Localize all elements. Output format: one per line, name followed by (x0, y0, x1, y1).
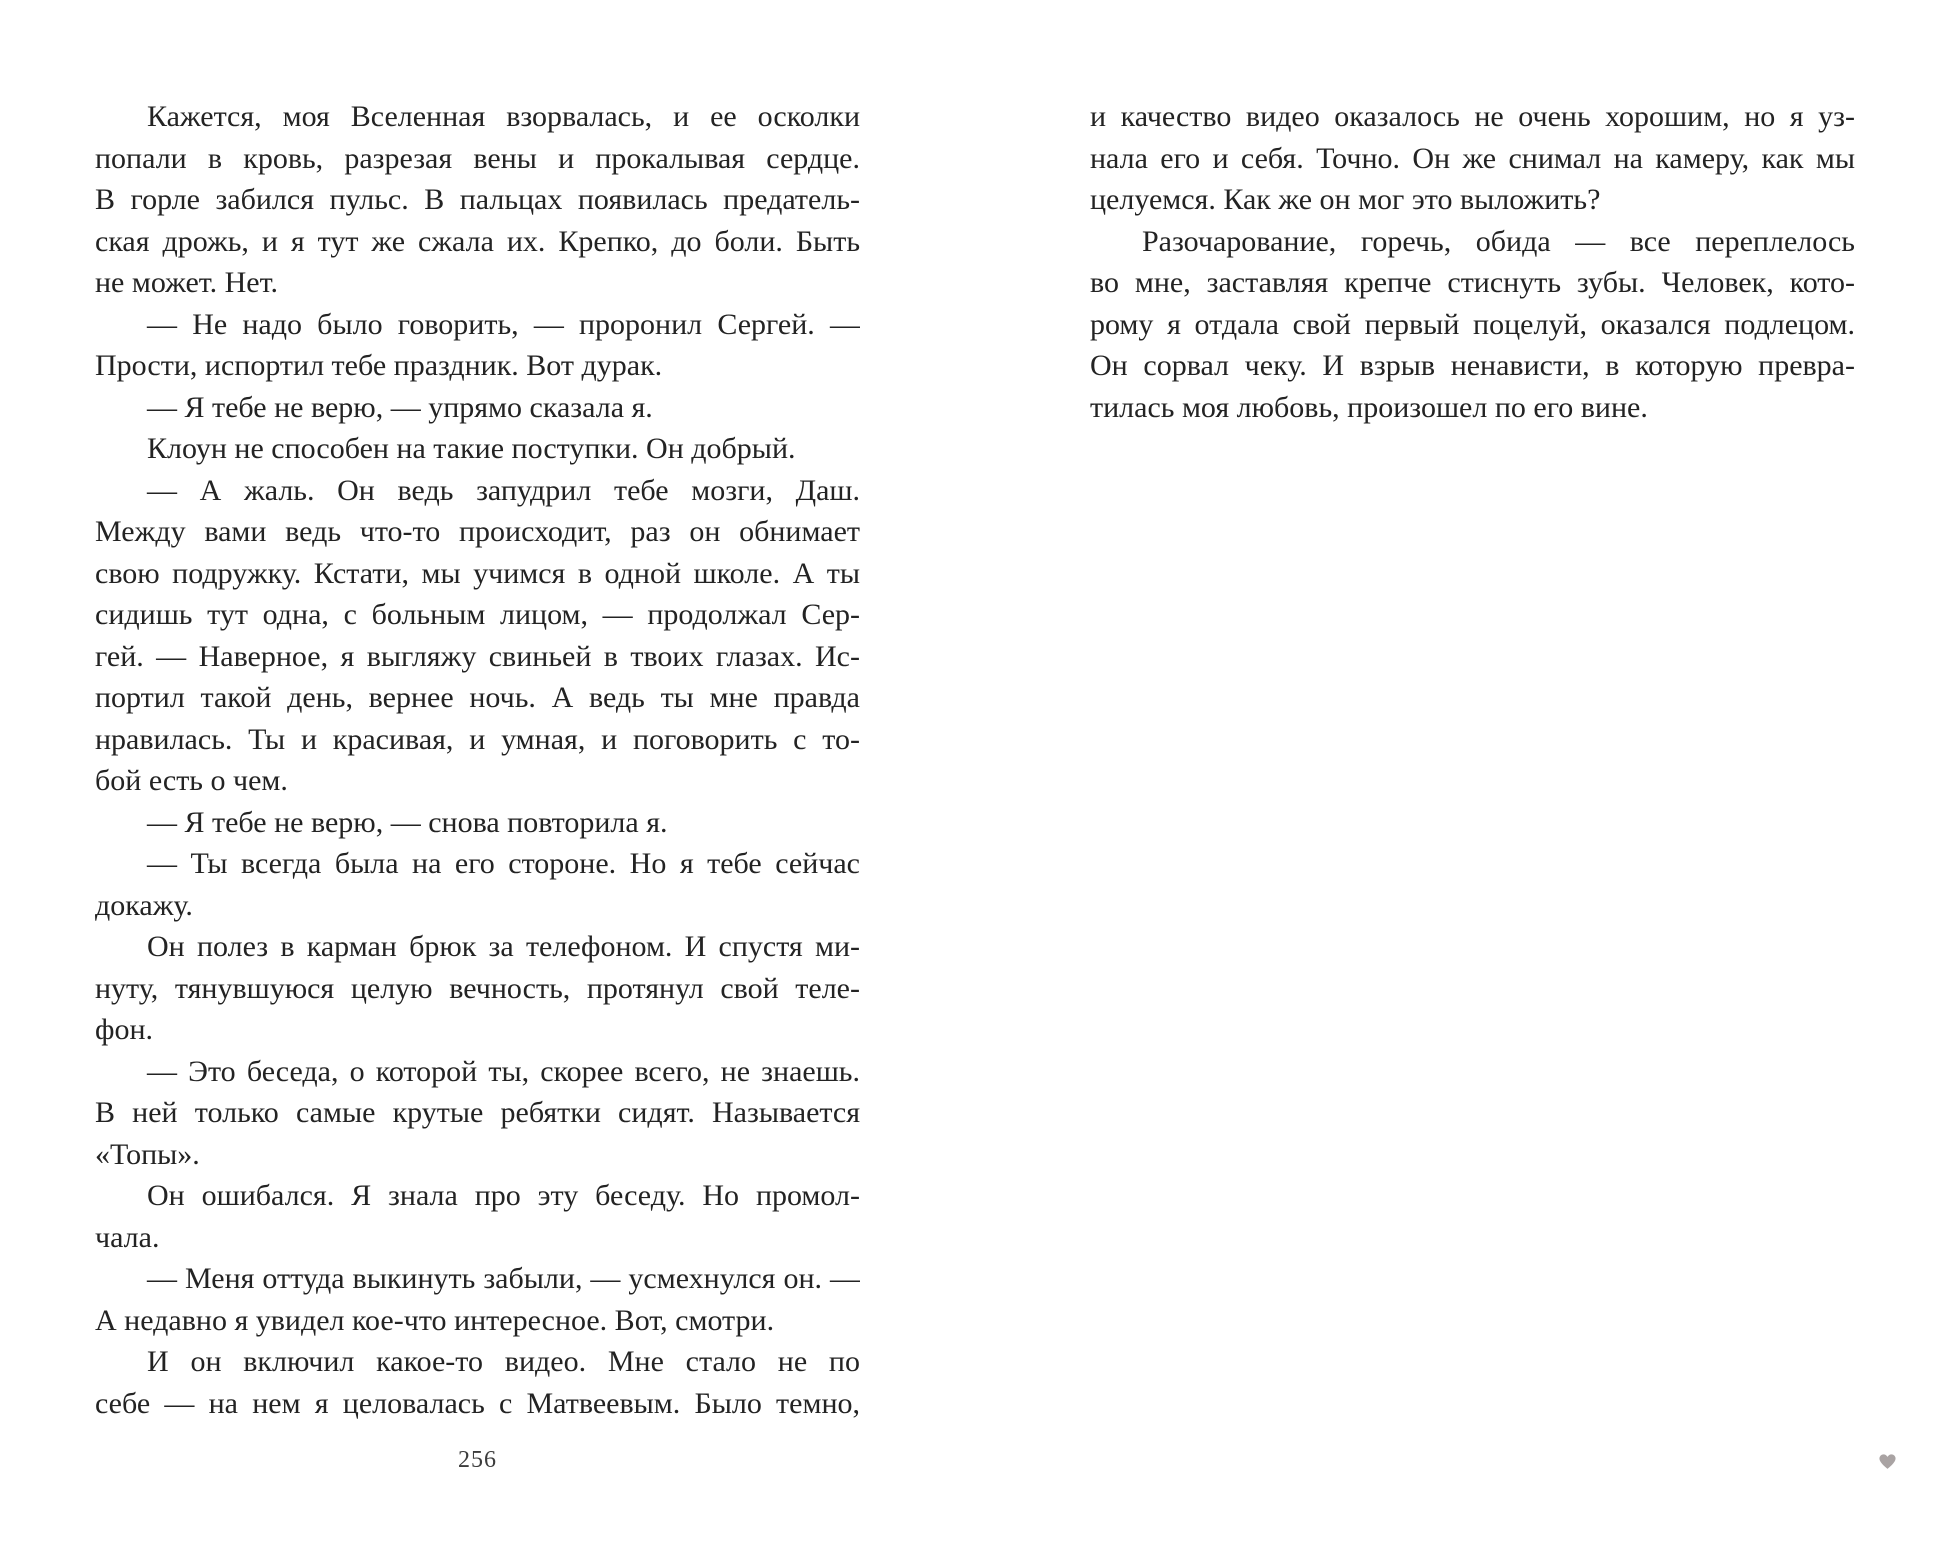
heart-icon (1877, 1451, 1898, 1470)
text-line: — Не надо было говорить, — проронил Сергей. — (147, 307, 860, 341)
text-line: портил такой день, вернее ночь. А ведь ты мне правда (95, 681, 860, 714)
text-line: ская дрожь, и я тут же сжала их. Крепко, до боли. Быть (95, 224, 860, 258)
text-line: нравилась. Ты и красивая, и умная, и поговорить с то- (95, 722, 860, 756)
text-line: гей. — Наверное, я выгляжу свиньей в твоих глазах. Ис- (95, 639, 860, 673)
favorite-heart-button[interactable] (1874, 1447, 1900, 1473)
text-line: чала. (95, 1220, 160, 1254)
text-line: Клоун не способен на такие поступки. Он добрый. (147, 432, 796, 465)
text-line: Кажется, моя Вселенная взорвалась, и ее осколки (147, 100, 860, 133)
text-line: Разочарование, горечь, обида — все переплелось (1142, 224, 1855, 258)
text-line: А недавно я увидел кое-что интересное. Вот, смотри. (95, 1303, 775, 1337)
text-line: — Меня оттуда выкинуть забыли, — усмехнулся он. — (147, 1262, 860, 1295)
heart-icon-shape (1879, 1454, 1895, 1469)
text-line: Он ошибался. Я знала про эту беседу. Но промол- (147, 1179, 860, 1212)
text-line: В ней только самые крутые ребятки сидят. Называется (95, 1096, 860, 1129)
text-line: В горле забился пульс. В пальцах появилась предатель- (95, 183, 860, 216)
text-line: свою подружку. Кстати, мы учимся в одной школе. А ты (95, 556, 860, 590)
text-line: рому я отдала свой первый поцелуй, оказался подлецом. (1090, 307, 1855, 341)
text-line: бой есть о чем. (95, 764, 288, 797)
text-line: И он включил какое-то видео. Мне стало не по (147, 1345, 860, 1378)
text-line: нуту, тянувшуюся целую вечность, протянул свой теле- (95, 971, 860, 1005)
text-line: нала его и себя. Точно. Он же снимал на камеру, как мы (1090, 141, 1855, 175)
text-line: — Это беседа, о которой ты, скорее всего, не знаешь. (147, 1054, 860, 1088)
left-page-text (95, 96, 860, 1424)
text-line: — А жаль. Он ведь запудрил тебе мозги, Даш. (147, 473, 860, 507)
text-line: целуемся. Как же он мог это выложить? (1090, 183, 1601, 216)
text-line: Прости, испортил тебе праздник. Вот дурак. (95, 349, 663, 382)
text-line: и качество видео оказалось не очень хорошим, но я уз- (1090, 100, 1855, 133)
text-line: во мне, заставляя крепче стиснуть зубы. Человек, кото- (1090, 266, 1855, 299)
text-line: — Я тебе не верю, — снова повторила я. (147, 805, 668, 839)
text-line: «Топы». (95, 1137, 200, 1171)
text-line: попали в кровь, разрезая вены и прокалывая сердце. (95, 141, 860, 175)
page-number: 256 (458, 1447, 497, 1473)
text-line: Он полез в карман брюк за телефоном. И спустя ми- (147, 930, 860, 963)
text-line: докажу. (95, 888, 193, 922)
text-line: фон. (95, 1013, 153, 1046)
right-page-text (1090, 96, 1855, 428)
text-line: Между вами ведь что-то происходит, раз он обнимает (95, 515, 860, 548)
text-line: сидишь тут одна, с больным лицом, — продолжал Сер- (95, 598, 860, 631)
text-line: не может. Нет. (95, 266, 278, 299)
text-line: — Ты всегда была на его стороне. Но я тебе сейчас (147, 847, 860, 880)
text-line: Он сорвал чеку. И взрыв ненависти, в которую превра- (1090, 349, 1855, 382)
text-line: тилась моя любовь, произошел по его вине. (1090, 390, 1648, 424)
text-line: — Я тебе не верю, — упрямо сказала я. (147, 390, 653, 424)
text-line: себе — на нем я целовалась с Матвеевым. Было темно, (95, 1386, 860, 1420)
